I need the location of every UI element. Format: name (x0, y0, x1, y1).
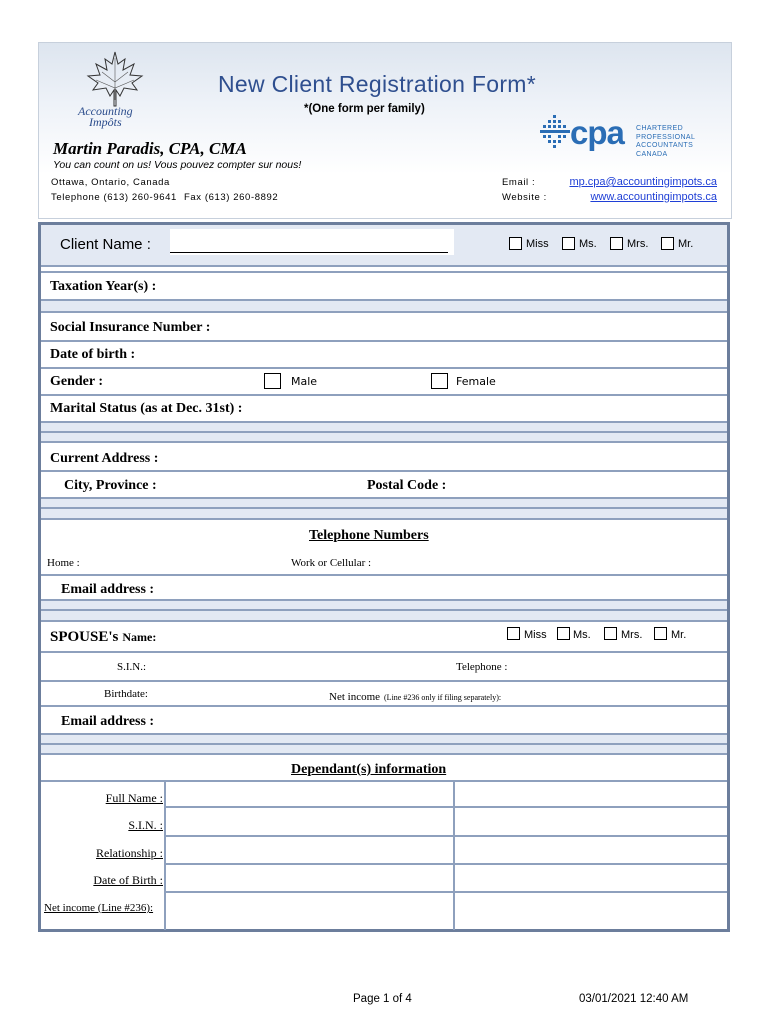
spouse-name-label (50, 628, 156, 646)
client-email-label: Email address : (61, 582, 155, 597)
logo-line-1: Accounting (78, 104, 133, 118)
fax-number: Fax (613) 260-8892 (184, 192, 279, 203)
spouse-sin-label: S.I.N.: (117, 661, 147, 673)
gender-male-label: Male (291, 375, 318, 388)
cpa-logo-text: cpa (570, 114, 624, 151)
website-link[interactable]: www.accountingimpots.ca (590, 191, 717, 203)
dependant-full-name-label: Full Name : (105, 791, 163, 805)
client-name-input[interactable] (170, 252, 448, 253)
spouse-title-label: Miss (524, 629, 547, 641)
dependants-heading: Dependant(s) information (291, 762, 447, 777)
work-phone-label: Work or Cellular : (291, 557, 372, 569)
firm-name: Martin Paradis, CPA, CMA (53, 139, 247, 158)
spouse-title-label: Ms. (573, 629, 591, 641)
dependant-relationship-label: Relationship : (96, 846, 163, 860)
marital-status-label: Marital Status (as at Dec. 31st) : (50, 401, 243, 416)
spouse-title-mrs-checkbox[interactable] (604, 627, 617, 640)
logo-wordmark (78, 106, 133, 128)
tagline: You can count on us! Vous pouvez compter sur nous! (53, 159, 302, 171)
gender-female-label: Female (456, 375, 496, 388)
logo-line-2: Impôts (88, 115, 122, 129)
email-link[interactable]: mp.cpa@accountingimpots.ca (569, 176, 717, 188)
client-title-label: Mrs. (627, 238, 649, 250)
spouse-net-income-label (329, 687, 501, 705)
gender-male-checkbox[interactable] (264, 373, 281, 389)
spouse-title-label: Mr. (671, 629, 687, 641)
spouse-label: SPOUSE's (50, 629, 119, 645)
spouse-telephone-label: Telephone : (456, 661, 508, 673)
city-province-label: City, Province : (64, 478, 157, 493)
telephone-number: Telephone (613) 260-9641 (51, 192, 177, 203)
cpa-caption-line: ACCOUNTANTS (636, 142, 694, 149)
spouse-name-suffix: Name: (122, 630, 157, 644)
spacer-band (41, 300, 727, 311)
spouse-title-label: Mrs. (621, 629, 643, 641)
location: Ottawa, Ontario, Canada (51, 177, 170, 188)
cpa-logo-caption (636, 125, 695, 159)
cpa-burst-icon (540, 113, 570, 149)
website-label: Website : (502, 192, 547, 203)
dob-label: Date of birth : (50, 347, 136, 362)
spouse-title-ms-checkbox[interactable] (557, 627, 570, 640)
spouse-title-mr-checkbox[interactable] (654, 627, 667, 640)
client-title-mr-checkbox[interactable] (661, 237, 674, 250)
maple-leaf-logo-icon (82, 50, 148, 108)
client-title-label: Miss (526, 238, 549, 250)
dependant-sin-label: S.I.N. : (128, 818, 163, 832)
client-title-ms-checkbox[interactable] (562, 237, 575, 250)
client-title-miss-checkbox[interactable] (509, 237, 522, 250)
home-phone-label: Home : (47, 557, 80, 569)
client-title-label: Mr. (678, 238, 694, 250)
client-title-label: Ms. (579, 238, 597, 250)
email-label: Email : (502, 177, 536, 188)
gender-label: Gender : (50, 374, 104, 389)
page-number: Page 1 of 4 (353, 993, 412, 1005)
form-title: New Client Registration Form* (218, 71, 537, 97)
taxation-year-label: Taxation Year(s) : (50, 279, 157, 294)
spouse-email-label: Email address : (61, 714, 155, 729)
cpa-caption-line: CANADA (636, 150, 668, 158)
postal-code-label: Postal Code : (367, 478, 447, 493)
cpa-caption-line: PROFESSIONAL (636, 133, 696, 141)
client-title-mrs-checkbox[interactable] (610, 237, 623, 250)
spouse-birthdate-label: Birthdate: (104, 688, 148, 700)
client-name-label: Client Name : (60, 236, 151, 253)
print-datetime: 03/01/2021 12:40 AM (579, 993, 689, 1005)
dependant-net-income-label: Net income (Line #236): (44, 902, 154, 914)
net-income-text: Net income (329, 691, 381, 703)
form-subtitle: *(One form per family) (304, 103, 425, 115)
net-income-note: (Line #236 only if filing separately): (384, 693, 502, 702)
sin-label: Social Insurance Number : (50, 320, 211, 335)
telephone-numbers-heading: Telephone Numbers (309, 528, 429, 543)
cpa-caption-line: CHARTERED (636, 125, 684, 132)
current-address-label: Current Address : (50, 451, 159, 466)
spouse-title-miss-checkbox[interactable] (507, 627, 520, 640)
dependant-dob-label: Date of Birth : (93, 873, 163, 887)
gender-female-checkbox[interactable] (431, 373, 448, 389)
